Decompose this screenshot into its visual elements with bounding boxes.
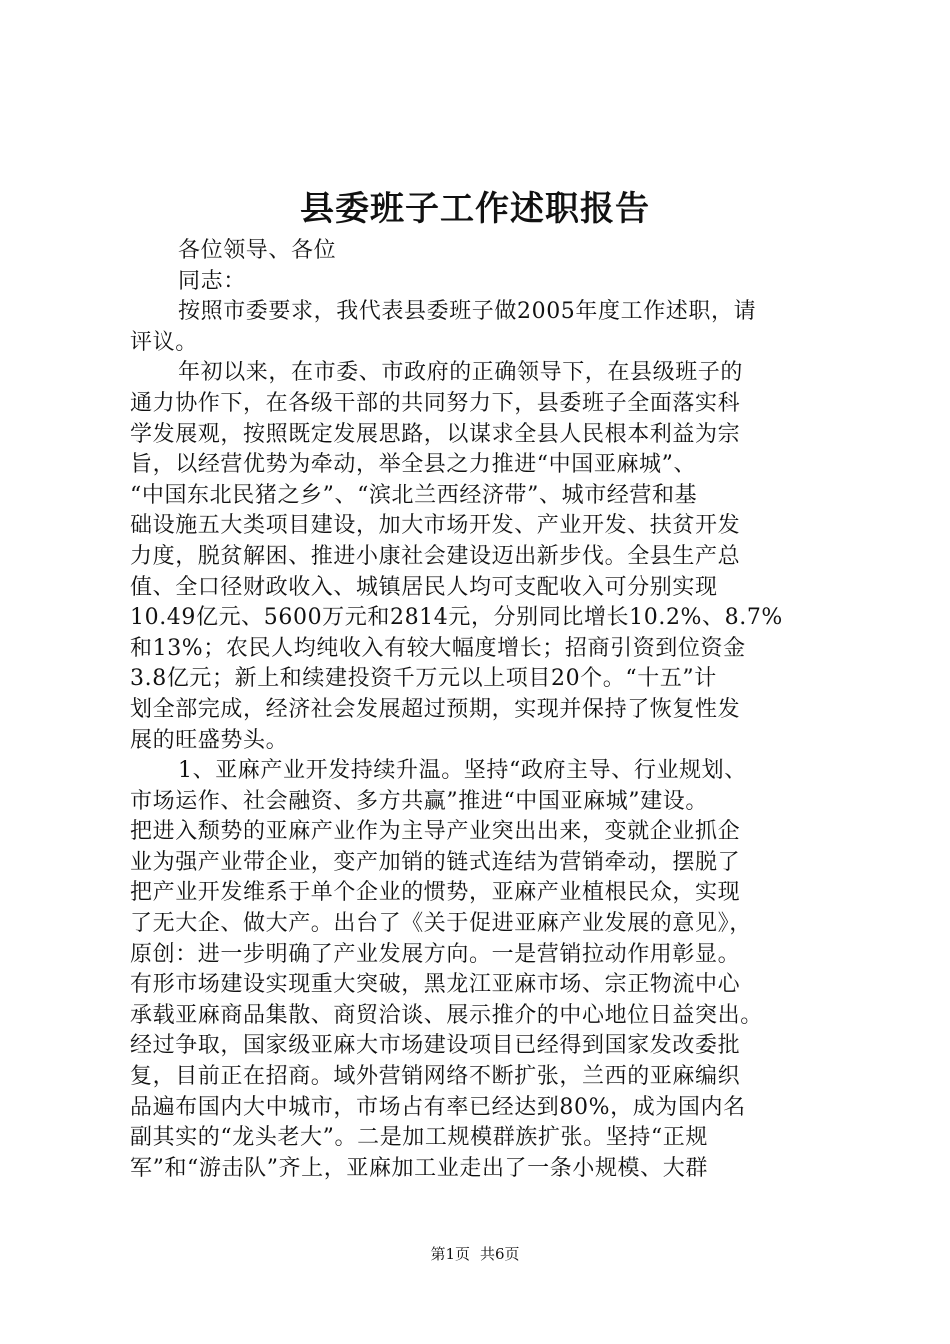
text-line: 把进入颓势的亚麻产业作为主导产业突出出来，变就企业抓企 xyxy=(130,819,741,845)
text-line: 按照市委要求，我代表县委班子做2005年度工作述职，请 xyxy=(178,299,757,325)
text-line: 年初以来，在市委、市政府的正确领导下，在县级班子的 xyxy=(178,360,744,386)
text-line: 评议。 xyxy=(130,329,198,355)
text-line: 品遍布国内大中城市，市场占有率已经达到80%，成为国内名 xyxy=(130,1094,746,1120)
text-line: “中国东北民猪之乡”、“滨北兰西经济带”、城市经营和基 xyxy=(130,482,698,508)
text-line: 原创：进一步明确了产业发展方向。一是营销拉动作用彰显。 xyxy=(130,941,741,967)
text-line: 和13%；农民人均纯收入有较大幅度增长；招商引资到位资金 xyxy=(130,635,746,661)
text-line: 市场运作、社会融资、多方共赢”推进“中国亚麻城”建设。 xyxy=(130,788,708,814)
text-line: 业为强产业带企业，变产加销的链式连结为营销牵动，摆脱了 xyxy=(130,849,741,875)
text-line: 承载亚麻商品集散、商贸洽谈、展示推介的中心地位日益突出。 xyxy=(130,1002,763,1028)
text-line: 3.8亿元；新上和续建投资千万元以上项目20个。“十五”计 xyxy=(130,666,717,692)
text-line: 把产业开发维系于单个企业的惯势，亚麻产业植根民众，实现 xyxy=(130,880,741,906)
text-line: 学发展观，按照既定发展思路，以谋求全县人民根本利益为宗 xyxy=(130,421,741,447)
text-line: 值、全口径财政收入、城镇居民人均可支配收入可分别实现 xyxy=(130,574,718,600)
text-line: 展的旺盛势头。 xyxy=(130,727,289,753)
page-number: 第1页 xyxy=(430,1245,470,1263)
text-line: 1、亚麻产业开发持续升温。坚持“政府主导、行业规划、 xyxy=(178,758,747,784)
text-line: 经过争取，国家级亚麻大市场建设项目已经得到国家发改委批 xyxy=(130,1033,741,1059)
page-total: 共6页 xyxy=(480,1245,520,1263)
text-line: 了无大企、做大产。出台了《关于促进亚麻产业发展的意见》， xyxy=(130,911,752,937)
text-line: 副其实的“龙头老大”。二是加工规模群族扩张。坚持“正规 xyxy=(130,1125,708,1151)
text-line: 划全部完成，经济社会发展超过预期，实现并保持了恢复性发 xyxy=(130,696,741,722)
text-line: 力度，脱贫解困、推进小康社会建设迈出新步伐。全县生产总 xyxy=(130,543,741,569)
text-line: 复，目前正在招商。域外营销网络不断扩张，兰西的亚麻编织 xyxy=(130,1064,741,1090)
page-footer xyxy=(0,1244,950,1264)
text-line: 各位领导、各位 xyxy=(178,238,337,263)
text-line: 础设施五大类项目建设，加大市场开发、产业开发、扶贫开发 xyxy=(130,513,741,539)
text-line: 同志： xyxy=(178,268,246,294)
document-title: 县委班子工作述职报告 xyxy=(300,189,650,229)
text-line: 旨，以经营优势为牵动，举全县之力推进“中国亚麻城”、 xyxy=(130,452,697,478)
text-line: 通力协作下，在各级干部的共同努力下，县委班子全面落实科 xyxy=(130,390,741,416)
document-body xyxy=(130,236,840,1184)
text-line: 军”和“游击队”齐上，亚麻加工业走出了一条小规模、大群 xyxy=(130,1155,708,1181)
text-line: 10.49亿元、5600万元和2814元，分别同比增长10.2%、8.7% xyxy=(130,605,783,631)
text-line: 有形市场建设实现重大突破，黑龙江亚麻市场、宗正物流中心 xyxy=(130,972,741,998)
